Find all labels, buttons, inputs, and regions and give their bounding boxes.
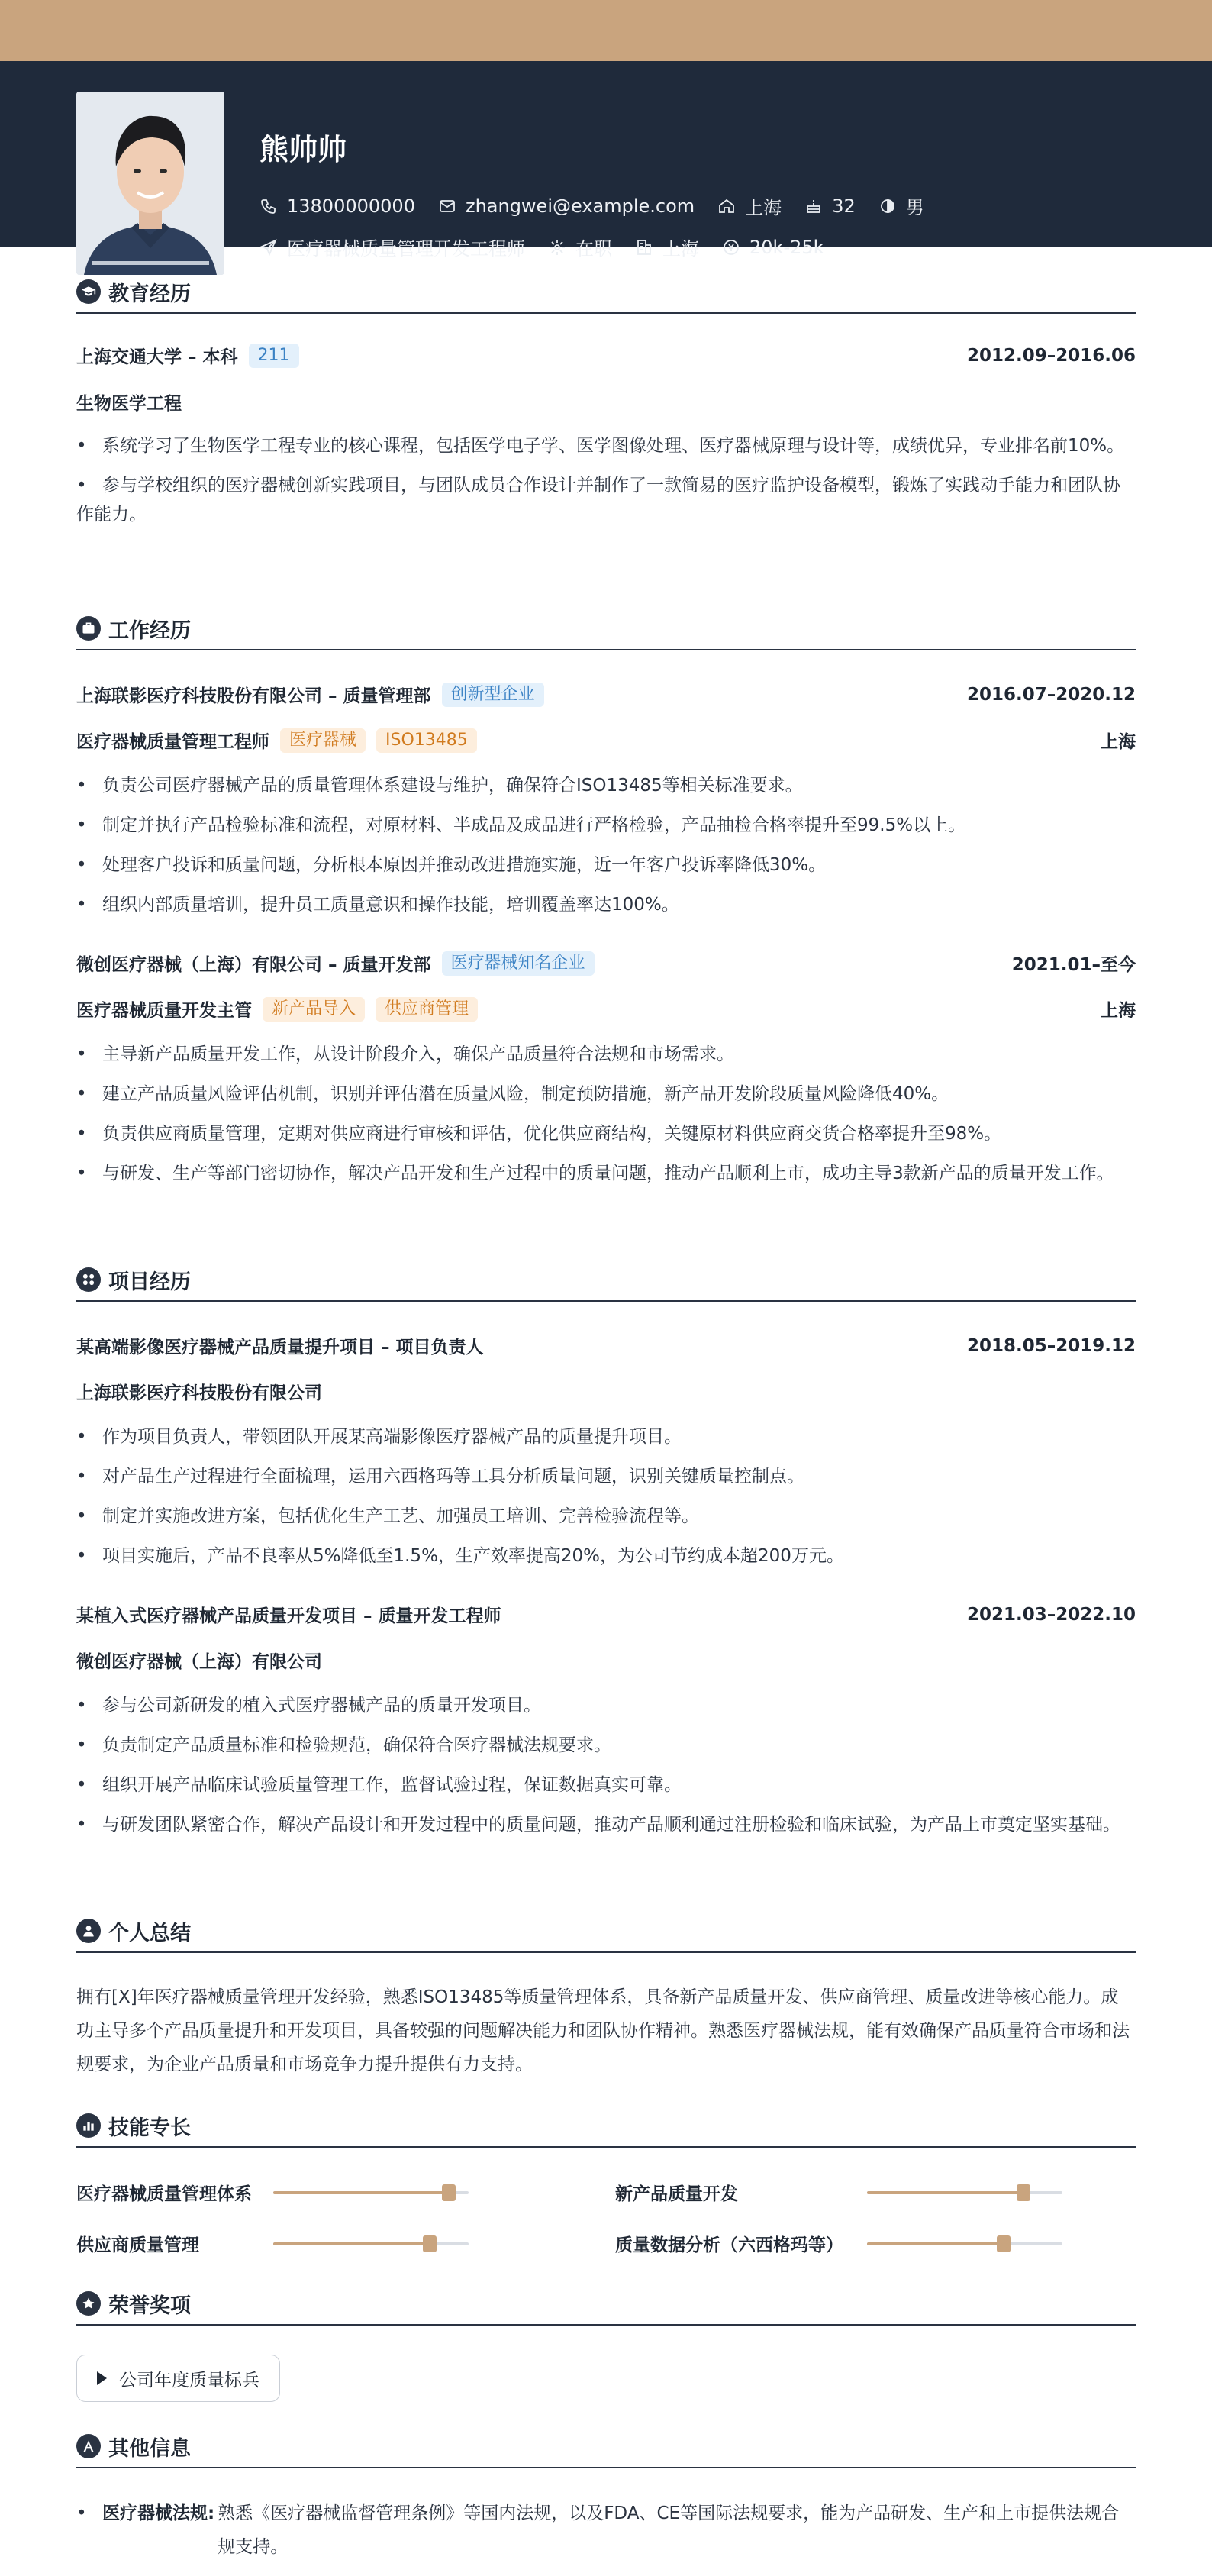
list-item: • 建立产品质量风险评估机制，识别并评估潜在质量风险，制定预防措施，新产品开发阶段质量风险降低40%。 (76, 1080, 1136, 1109)
position-text: 医疗器械质量管理开发工程师 (287, 238, 525, 260)
list-item: • 项目实施后，产品不良率从5%降低至1.5%，生产效率提高20%，为公司节约成本超200万元。 (76, 1541, 1136, 1570)
cake-icon (804, 197, 823, 215)
status-item (548, 234, 612, 260)
location-text: 上海 (745, 197, 782, 218)
education-row (76, 343, 1136, 368)
skills-section-header (76, 2105, 1136, 2148)
mail-icon (438, 197, 456, 215)
job-header-row (76, 682, 1136, 707)
company-name: 上海联影医疗科技股份有限公司 – 质量管理部 (76, 686, 431, 706)
skill-bar (867, 2191, 1062, 2194)
list-item: • 制定并实施改进方案，包括优化生产工艺、加强员工培训、完善检验流程等。 (76, 1502, 1136, 1531)
info-icon (76, 2434, 101, 2458)
profile-header (0, 61, 1212, 260)
skill-item (615, 2231, 843, 2256)
skill-item (615, 2180, 738, 2205)
gender-item (878, 192, 924, 219)
coin-icon (722, 238, 740, 257)
job-header-row (76, 951, 1136, 976)
work-city-text: 上海 (662, 238, 699, 260)
skill-name: 医疗器械质量管理体系 (76, 2184, 252, 2204)
education-bullets (76, 431, 1136, 540)
list-item: • 与研发、生产等部门密切协作，解决产品开发和生产过程中的质量问题，推动产品顺利上市，成功主导3款新产品的质量开发工作。 (76, 1159, 1136, 1188)
job-role: 医疗器械质量开发主管 (76, 1001, 252, 1021)
project-org: 微创医疗器械（上海）有限公司 (76, 1652, 322, 1672)
skill-fill (867, 2242, 1004, 2245)
awards-section-header (76, 2283, 1136, 2326)
skill-item (76, 2231, 199, 2256)
list-item: • 负责公司医疗器械产品的质量管理体系建设与维护，确保符合ISO13485等相关标准要求。 (76, 771, 1136, 800)
section-title: 荣誉奖项 (108, 2294, 191, 2318)
role-tag: ISO13485 (376, 728, 477, 753)
skill-knob (423, 2235, 437, 2252)
briefcase-icon (76, 616, 101, 641)
skill-name: 供应商质量管理 (76, 2235, 199, 2255)
role-tag: 新产品导入 (263, 997, 365, 1022)
work-section-header (76, 608, 1136, 650)
top-accent-bar (0, 0, 1212, 61)
school-name: 上海交通大学 – 本科 (76, 347, 238, 367)
role-tag: 医疗器械 (280, 728, 366, 753)
email-text: zhangwei@example.com (465, 195, 695, 217)
project-date: 2021.03–2022.10 (966, 1604, 1136, 1625)
projects-section-header (76, 1259, 1136, 1302)
skill-bar (273, 2191, 469, 2194)
position-item (259, 234, 525, 260)
building-icon (635, 238, 653, 257)
job-role-row (76, 728, 1136, 753)
phone-text: 13800000000 (287, 195, 415, 217)
job-bullets (76, 1040, 1136, 1199)
job-date: 2016.07–2020.12 (966, 684, 1136, 705)
company-tag: 创新型企业 (442, 683, 544, 707)
section-title: 项目经历 (108, 1270, 191, 1294)
list-item: • 对产品生产过程进行全面梳理，运用六西格玛等工具分析质量问题，识别关键质量控制点。 (76, 1462, 1136, 1491)
project-bullets (76, 1422, 1136, 1581)
list-item: • 参与学校组织的医疗器械创新实践项目，与团队成员合作设计并制作了一款简易的医疗监护设备模型，锻炼了实践动手能力和团队协作能力。 (76, 471, 1136, 529)
work-city-item (635, 234, 699, 260)
contact-row (259, 192, 947, 219)
major-name: 生物医学工程 (76, 394, 182, 414)
avatar (76, 92, 224, 275)
list-item: • 组织内部质量培训，提升员工质量意识和操作技能，培训覆盖率达100%。 (76, 890, 1136, 919)
skill-name: 新产品质量开发 (615, 2184, 738, 2204)
skill-fill (273, 2191, 449, 2194)
project-org: 上海联影医疗科技股份有限公司 (76, 1383, 322, 1403)
salary-text: 20k-25k (749, 236, 824, 258)
list-item: • 主导新产品质量开发工作，从设计阶段介入，确保产品质量符合法规和市场需求。 (76, 1040, 1136, 1069)
project-header-row (76, 1333, 1136, 1358)
role-tag: 供应商管理 (376, 997, 478, 1022)
job-city: 上海 (1101, 732, 1136, 752)
other-item (76, 2497, 1136, 2564)
project-name: 某高端影像医疗器械产品质量提升项目 – 项目负责人 (76, 1338, 484, 1357)
salary-item (722, 237, 824, 258)
school-tag: 211 (249, 344, 299, 368)
age-text: 32 (832, 195, 856, 217)
section-title: 个人总结 (108, 1921, 191, 1945)
medal-icon (76, 2291, 101, 2316)
project-header-row (76, 1602, 1136, 1627)
home-icon (717, 197, 736, 215)
grid-icon (76, 1267, 101, 1292)
list-item: • 处理客户投诉和质量问题，分析根本原因并推动改进措施实施，近一年客户投诉率降低30%。 (76, 851, 1136, 880)
skill-bar (273, 2242, 469, 2245)
other-value: 熟悉《医疗器械监督管理条例》等国内法规，以及FDA、CE等国际法规要求，能为产品研发、生产和上市提供法规合规支持。 (218, 2503, 1120, 2557)
triangle-icon (97, 2371, 107, 2385)
skill-bar (867, 2242, 1062, 2245)
email-item (438, 195, 695, 217)
section-title: 教育经历 (108, 282, 191, 306)
project-name: 某植入式医疗器械产品质量开发项目 – 质量开发工程师 (76, 1606, 501, 1626)
section-title: 技能专长 (108, 2116, 191, 2140)
project-bullets (76, 1691, 1136, 1850)
send-icon (259, 238, 278, 257)
job-role-row (76, 996, 1136, 1022)
graduation-cap-icon (76, 279, 101, 304)
phone-item (259, 195, 415, 217)
company-tag: 医疗器械知名企业 (442, 951, 595, 976)
list-item: • 组织开展产品临床试验质量管理工作，监督试验过程，保证数据真实可靠。 (76, 1771, 1136, 1800)
list-item: • 负责制定产品质量标准和检验规范，确保符合医疗器械法规要求。 (76, 1731, 1136, 1760)
gender-text: 男 (905, 197, 924, 218)
job-date: 2021.01–至今 (1011, 955, 1136, 975)
company-name: 微创医疗器械（上海）有限公司 – 质量开发部 (76, 955, 431, 975)
skill-knob (442, 2184, 456, 2201)
list-item: • 系统学习了生物医学工程专业的核心课程，包括医学电子学、医学图像处理、医疗器械原理与设计等，成绩优异，专业排名前10%。 (76, 431, 1136, 460)
list-item: • 与研发团队紧密合作，解决产品设计和开发过程中的质量问题，推动产品顺利通过注册检验和临床试验，为产品上市奠定坚实基础。 (76, 1810, 1136, 1839)
skill-knob (1017, 2184, 1030, 2201)
education-date: 2012.09–2016.06 (966, 345, 1136, 366)
user-icon (76, 1919, 101, 1943)
list-item: • 制定并执行产品检验标准和流程，对原材料、半成品及成品进行严格检验，产品抽检合格率提升至99.5%以上。 (76, 811, 1136, 840)
job-bullets (76, 771, 1136, 930)
bullet-mark: • (76, 2503, 87, 2523)
list-item: • 作为项目负责人，带领团队开展某高端影像医疗器械产品的质量提升项目。 (76, 1422, 1136, 1451)
spinner-icon (548, 238, 566, 257)
section-title: 其他信息 (108, 2436, 191, 2461)
other-key: 医疗器械法规: (102, 2503, 215, 2523)
status-text: 在职 (575, 238, 612, 260)
other-section-header (76, 2426, 1136, 2468)
summary-section-header (76, 1910, 1136, 1953)
skill-item (76, 2180, 252, 2205)
award-text: 公司年度质量标兵 (119, 2370, 259, 2390)
award-chip (76, 2355, 280, 2402)
summary-text: 拥有[X]年医疗器械质量管理开发经验，熟悉ISO13485等质量管理体系，具备新产品质量开发、供应商管理、质量改进等核心能力。成功主导多个产品质量提升和开发项目，具备较强的问题解决能力和团队协作精神。熟悉医疗器械法规，能有效确保产品质量符合市场和法规要求，为企业产品质量和市场竞争力提升提供有力支持。 (76, 1987, 1130, 2074)
job-city: 上海 (1101, 1001, 1136, 1021)
skill-fill (273, 2242, 430, 2245)
age-item (804, 195, 856, 217)
section-title: 工作经历 (108, 618, 191, 643)
education-section-header (76, 271, 1136, 314)
gender-icon (878, 197, 897, 215)
skill-fill (867, 2191, 1023, 2194)
job-intent-row (259, 234, 847, 260)
location-item (717, 192, 782, 219)
major-row (76, 389, 1136, 415)
phone-icon (259, 197, 278, 215)
list-item: • 负责供应商质量管理，定期对供应商进行审核和评估，优化供应商结构，关键原材料供应商交货合格率提升至98%。 (76, 1119, 1136, 1148)
chart-icon (76, 2113, 101, 2138)
candidate-name: 熊帅帅 (259, 133, 347, 166)
job-role: 医疗器械质量管理工程师 (76, 732, 269, 752)
project-org-row (76, 1648, 1136, 1673)
list-item: • 参与公司新研发的植入式医疗器械产品的质量开发项目。 (76, 1691, 1136, 1720)
skill-knob (997, 2235, 1011, 2252)
skill-name: 质量数据分析（六西格玛等） (615, 2235, 843, 2255)
project-date: 2018.05–2019.12 (966, 1335, 1136, 1356)
project-org-row (76, 1379, 1136, 1404)
